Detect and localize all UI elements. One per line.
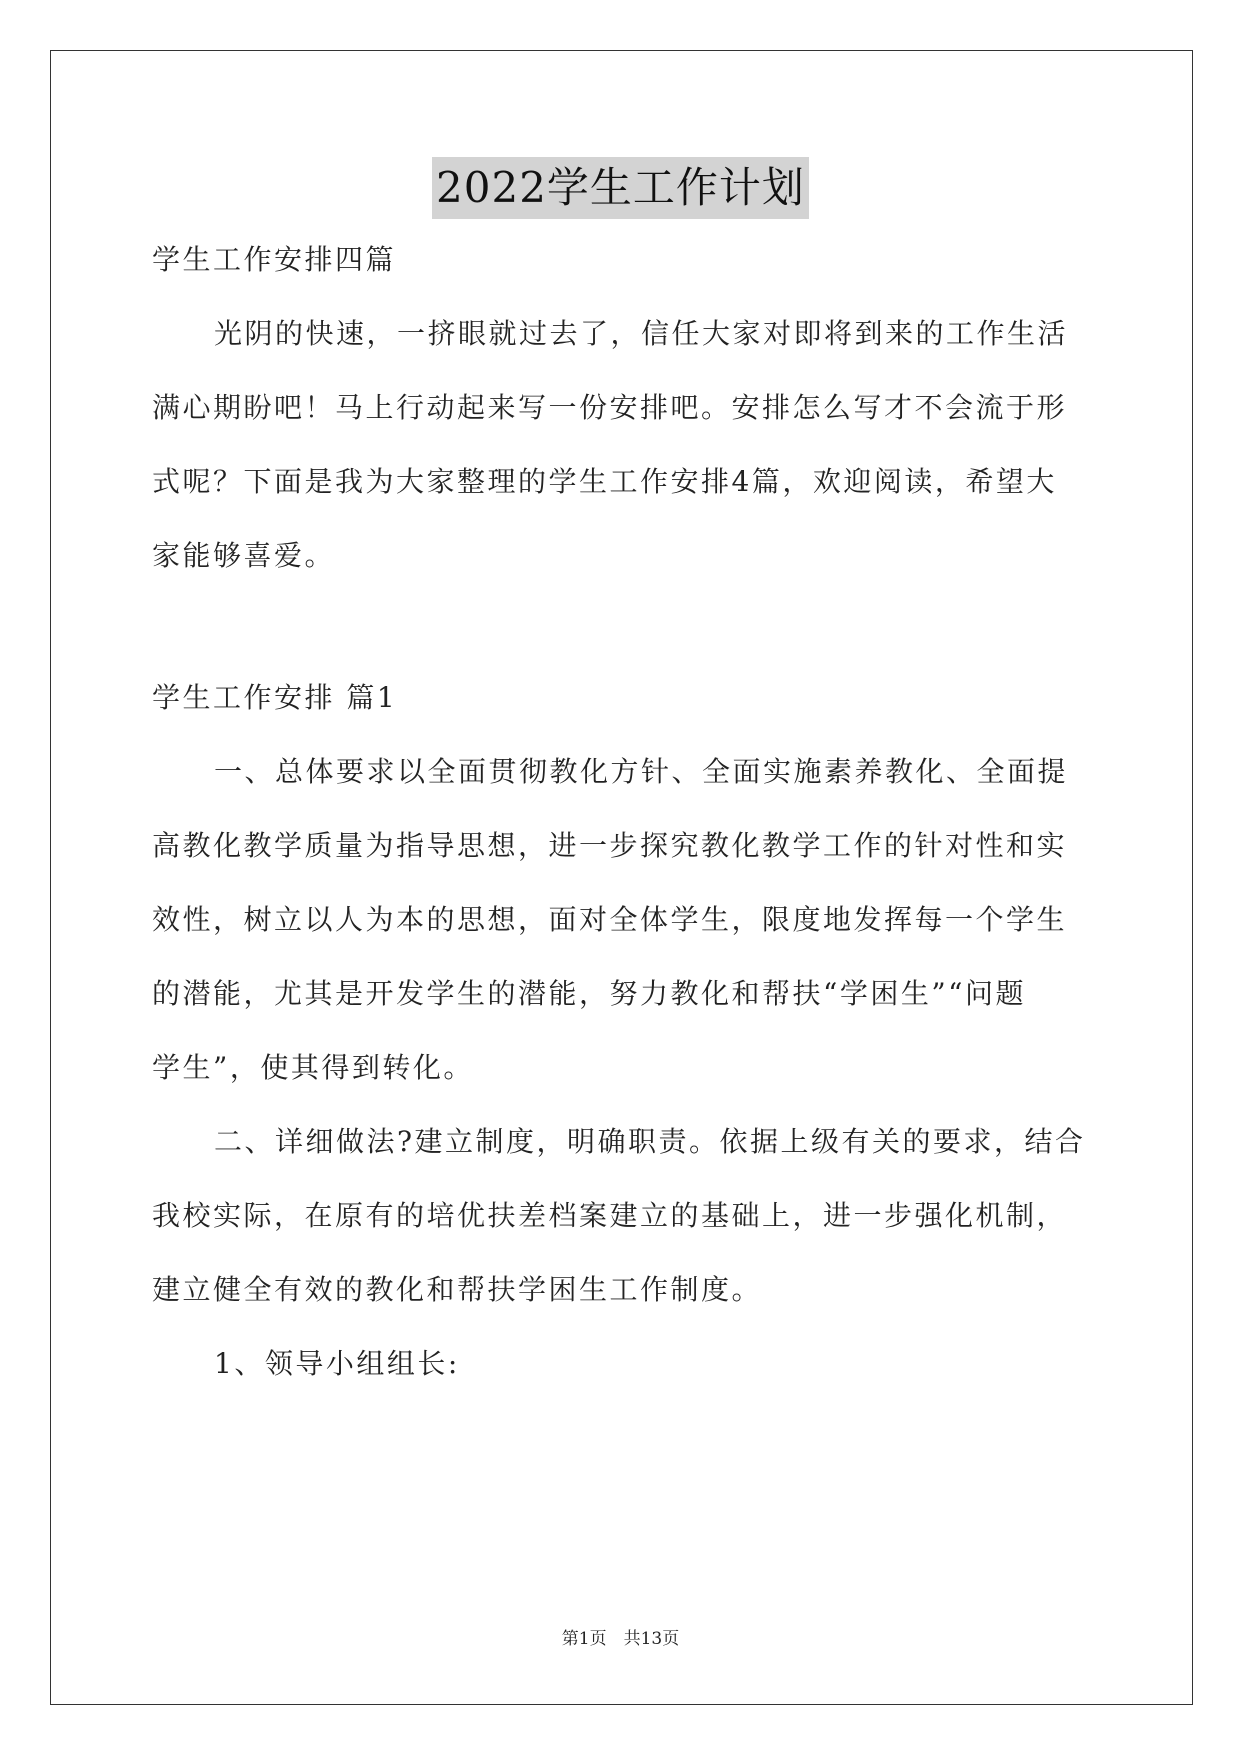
paragraph-line: 效性，树立以人为本的思想，面对全体学生，限度地发挥每一个学生: [152, 903, 1068, 936]
paragraph-line: 家能够喜爱。: [152, 539, 336, 572]
document-title: 2022学生工作计划: [432, 157, 809, 219]
list-item: 1、领导小组组长:: [214, 1347, 460, 1380]
paragraph-line: 满心期盼吧！马上行动起来写一份安排吧。安排怎么写才不会流于形: [152, 391, 1068, 424]
paragraph-line: 建立健全有效的教化和帮扶学困生工作制度。: [152, 1273, 763, 1306]
paragraph-line: 的潜能，尤其是开发学生的潜能，努力教化和帮扶“学困生”“问题: [152, 977, 1026, 1010]
subtitle-line: 学生工作安排四篇: [152, 243, 397, 276]
page-border: [50, 50, 1193, 1705]
paragraph-line: 学生”，使其得到转化。: [152, 1051, 474, 1084]
paragraph-line: 二、详细做法?建立制度，明确职责。依据上级有关的要求，结合: [214, 1125, 1086, 1158]
paragraph-line: 一、总体要求以全面贯彻教化方针、全面实施素养教化、全面提: [214, 755, 1069, 788]
paragraph-line: 光阴的快速，一挤眼就过去了，信任大家对即将到来的工作生活: [214, 317, 1069, 350]
paragraph-line: 我校实际，在原有的培优扶差档案建立的基础上，进一步强化机制，: [152, 1199, 1068, 1232]
section-heading: 学生工作安排 篇1: [152, 681, 398, 714]
page-footer: 第1页 共13页: [561, 1629, 680, 1649]
title-wrapper: [0, 157, 1241, 219]
paragraph-line: 高教化教学质量为指导思想，进一步探究教化教学工作的针对性和实: [152, 829, 1068, 862]
paragraph-line: 式呢？下面是我为大家整理的学生工作安排4篇，欢迎阅读，希望大: [152, 465, 1057, 498]
